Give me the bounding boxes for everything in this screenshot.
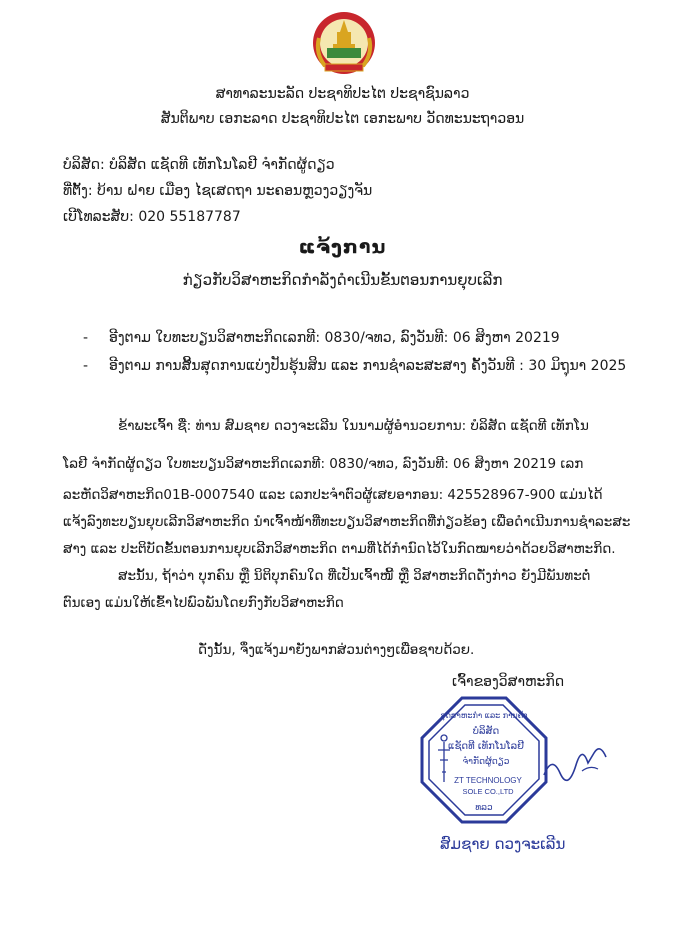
body-line: ສະນັ້ນ, ຖ້າວ່າ ບຸກຄົນ ຫຼື ນິຕິບຸກຄົນໃດ ທີ່ເປັນເຈົ້າໜີ້ ຫຼື ວິສາຫະກິດດັ່ງກ່າວ ຍັງມີພັນທະຕໍ່ — [118, 568, 591, 584]
closing-line: ດັ່ງນັ້ນ, ຈຶ່ງແຈ້ງມາຍັງພາກສ່ວນຕ່າງໆເພື່ອຊາບດ້ວຍ. — [198, 642, 475, 658]
reference-text: ອີງຕາມ ໃບທະບຽນວິສາຫະກິດເລກທີ: 0830/ຈທວ, ລົງວັນທີ: 06 ສິງຫາ 20219 — [109, 330, 560, 346]
signature-title: ເຈົ້າຂອງວິສາຫະກິດ — [452, 674, 565, 690]
reference-text: ອີງຕາມ ການສິ້ນສຸດການແບ່ງປັນຮຸ້ນສິນ ແລະ ການຊຳລະສະສາງ ຄັ້ງວັນທີ : 30 ມິຖຸນາ 2025 — [109, 358, 627, 374]
bullet-dash: - — [83, 330, 89, 346]
stamp-en-line-1: ZT TECHNOLOGY — [454, 776, 522, 785]
body-line: ລະຫັດວິສາຫະກິດ01B-0007540 ແລະ ເລກປະຈຳຕົວຜູ້ເສຍອາກອນ: 425528967-900 ແມ່ນໄດ້ — [63, 487, 603, 503]
notice-subtitle: ກ່ຽວກັບວິສາຫະກິດກຳລັງດຳເນີນຂັ້ນຕອນການຍຸບເລີກ — [182, 271, 503, 289]
company-phone-line: ເບີໂທລະສັບ: 020 55187787 — [63, 209, 241, 225]
handwritten-signature — [542, 735, 612, 785]
reference-item — [83, 330, 560, 346]
stamp-top-arc: ອຸດສາຫະກຳ ແລະ ການຄ້າ — [440, 711, 528, 720]
stamp-bottom-text: ທລວ — [475, 803, 493, 813]
body-line: ແຈ້ງລົງທະບຽນຍຸບເລີກວິສາຫະກິດ ນຳເຈົ້າໜ້າທີ່ທະບຽນວິສາຫະກິດທີ່ກ່ຽວຂ້ອງ ເພື່ອດຳເນີນການຊຳລະສະ — [63, 514, 631, 530]
stamp-lao-line-3: ຈຳກັດຜູ້ດຽວ — [462, 757, 510, 767]
body-line: ສາງ ແລະ ປະຕິບັດຂັ້ນຕອນການຍຸບເລີກວິສາຫະກິດ ຕາມທີ່ໄດ້ກຳນົດໄວ້ໃນກົດໝາຍວ່າດ້ວຍວິສາຫະກິດ. — [63, 541, 616, 557]
body-line: ໂລຢີ ຈຳກັດຜູ້ດຽວ ໃບທະບຽນວິສາຫະກິດເລກທີ: 0830/ຈທວ, ລົງວັນທີ: 06 ສິງຫາ 20219 ເລກ — [63, 456, 584, 472]
header-line-2: ສັນຕິພາບ ເອກະລາດ ປະຊາທິປະໄຕ ເອກະພາບ ວັດທະນະຖາວອນ — [160, 111, 525, 127]
reference-item — [83, 358, 626, 374]
stamp-en-line-2: SOLE CO.,LTD — [462, 787, 514, 796]
stamp-lao-line-2: ແຊັດທີ ເທັກໂນໂລຢີ — [448, 741, 524, 752]
signer-name: ສົມຊາຍ ດວງຈະເລີນ — [440, 835, 566, 853]
notice-title: ແຈ້ງການ — [298, 236, 387, 258]
company-name-line: ບໍລິສັດ: ບໍລິສັດ ແຊັດທີ ເທັກໂນໂລຢີ ຈຳກັດຜູ້ດຽວ — [63, 157, 335, 173]
body-line: ຂ້າພະເຈົ້າ ຊື່: ທ່ານ ສົມຊາຍ ດວງຈະເລີນ ໃນນາມຜູ້ອຳນວຍການ: ບໍລິສັດ ແຊັດທີ ເທັກໂນ — [118, 418, 589, 434]
lao-national-emblem-icon — [311, 8, 377, 78]
bullet-dash: - — [83, 358, 89, 374]
body-line: ຕົນເອງ ແມ່ນໃຫ້ເຂົ້າໄປພົວພັນໂດຍກົງກັບວິສາຫະກິດ — [63, 595, 344, 611]
header-line-1: ສາທາລະນະລັດ ປະຊາທິປະໄຕ ປະຊາຊົນລາວ — [215, 86, 470, 102]
stamp-lao-line-1: ບໍລິສັດ — [472, 726, 500, 737]
company-stamp — [418, 694, 550, 826]
company-address-line: ທີ່ຕັ້ງ: ບ້ານ ຝາຍ ເມືອງ ໄຊເສດຖາ ນະຄອນຫຼວງວຽງຈັນ — [63, 183, 373, 199]
